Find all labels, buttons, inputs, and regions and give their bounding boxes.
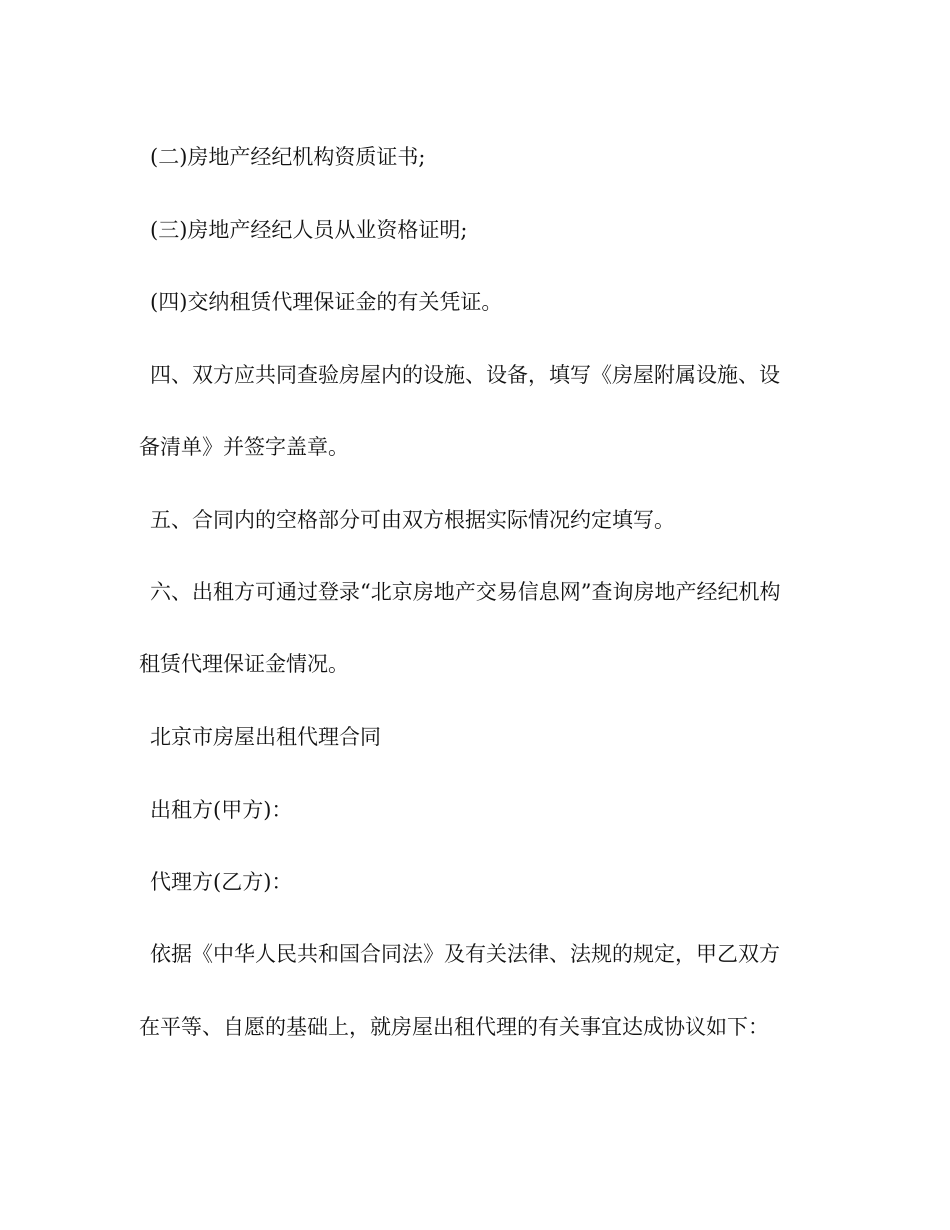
paragraph-line: 六、出租方可通过登录“北京房地产交易信息网”查询房地产经纪机构 xyxy=(150,580,781,604)
contract-title: 北京市房屋出租代理合同 xyxy=(150,725,381,749)
paragraph-line: 依据《中华人民共和国合同法》及有关法律、法规的规定，甲乙双方 xyxy=(150,942,780,966)
paragraph-line: 在平等、自愿的基础上，就房屋出租代理的有关事宜达成协议如下： xyxy=(139,1015,769,1039)
paragraph-line: (四)交纳租赁代理保证金的有关凭证。 xyxy=(150,290,503,314)
paragraph-line: 备清单》并签字盖章。 xyxy=(139,435,349,459)
paragraph-line: 租赁代理保证金情况。 xyxy=(139,652,349,676)
paragraph-line: 五、合同内的空格部分可由双方根据实际情况约定填写。 xyxy=(150,508,675,532)
paragraph-line: 四、双方应共同查验房屋内的设施、设备，填写《房屋附属设施、设 xyxy=(150,363,780,387)
lessor-field: 出租方(甲方)： xyxy=(150,798,293,822)
paragraph-line: (二)房地产经纪机构资质证书; xyxy=(150,145,426,169)
agent-field: 代理方(乙方)： xyxy=(150,870,293,894)
paragraph-line: (三)房地产经纪人员从业资格证明; xyxy=(150,218,468,242)
